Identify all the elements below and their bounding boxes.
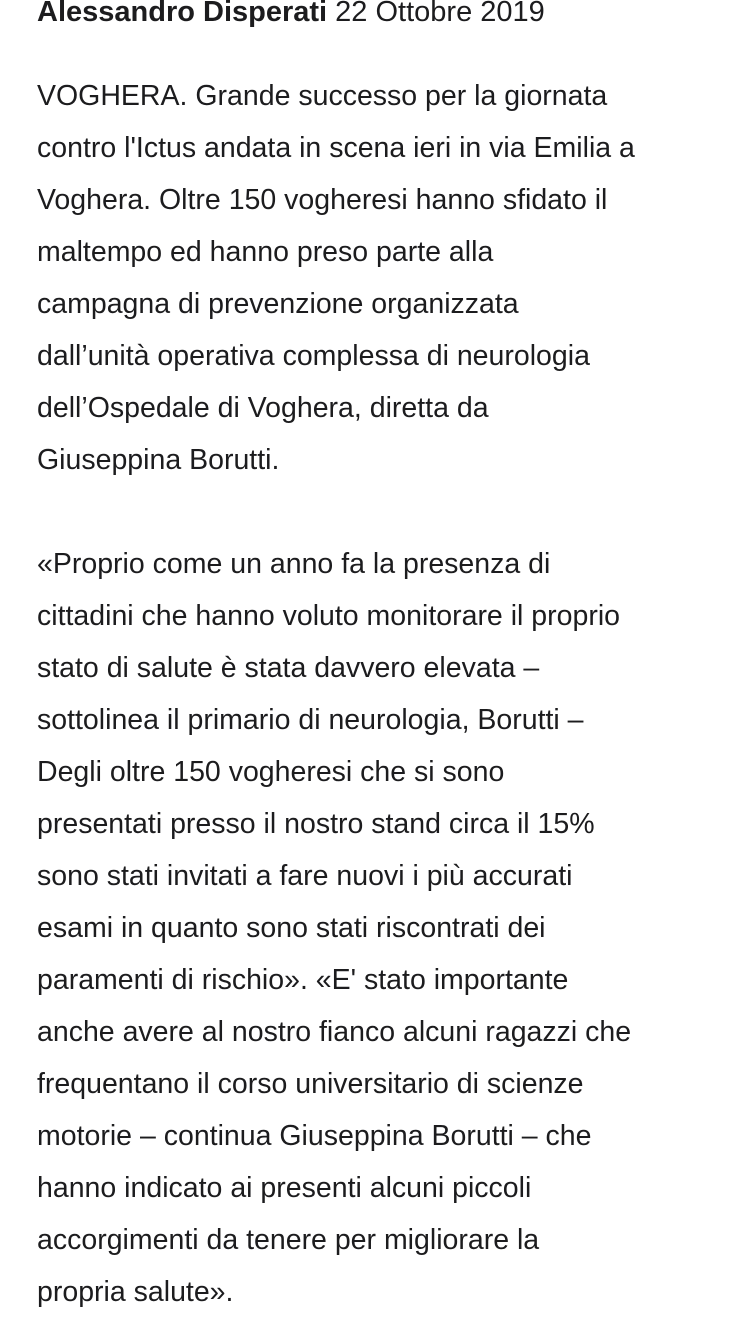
paragraph-line: maltempo ed hanno preso parte alla xyxy=(37,236,494,268)
article-body xyxy=(37,70,727,1318)
paragraph-line: contro l'Ictus andata in scena ieri in via Emilia a xyxy=(37,132,635,164)
paragraph-line: paramenti di rischio». «E' stato importante xyxy=(37,964,569,996)
paragraph-line: campagna di prevenzione organizzata xyxy=(37,288,519,320)
paragraph-line: motorie – continua Giuseppina Borutti – che xyxy=(37,1120,592,1152)
publish-date: 22 Ottobre 2019 xyxy=(335,0,545,28)
paragraph-line: propria salute». xyxy=(37,1276,234,1308)
paragraph-line: esami in quanto sono stati riscontrati dei xyxy=(37,912,546,944)
paragraph-line: «Proprio come un anno fa la presenza di xyxy=(37,548,551,580)
paragraph-line: anche avere al nostro fianco alcuni ragazzi che xyxy=(37,1016,632,1048)
paragraph-line: accorgimenti da tenere per migliorare la xyxy=(37,1224,540,1256)
paragraph-line: sottolinea il primario di neurologia, Borutti – xyxy=(37,704,584,736)
paragraph-line: frequentano il corso universitario di scienze xyxy=(37,1068,584,1100)
article-byline xyxy=(37,0,545,34)
paragraph-line: hanno indicato ai presenti alcuni piccoli xyxy=(37,1172,532,1204)
paragraph-line: stato di salute è stata davvero elevata – xyxy=(37,652,540,684)
paragraph-line: dall’unità operativa complessa di neurologia xyxy=(37,340,590,372)
paragraph-line: Degli oltre 150 vogheresi che si sono xyxy=(37,756,505,788)
author-name: Alessandro Disperati xyxy=(37,0,328,28)
article-paragraph-2 xyxy=(37,538,727,1318)
paragraph-line: presentati presso il nostro stand circa il 15% xyxy=(37,808,595,840)
paragraph-line: Giuseppina Borutti. xyxy=(37,444,280,476)
paragraph-line: Voghera. Oltre 150 vogheresi hanno sfidato il xyxy=(37,184,608,216)
paragraph-line: dell’Ospedale di Voghera, diretta da xyxy=(37,392,489,424)
paragraph-line: sono stati invitati a fare nuovi i più accurati xyxy=(37,860,573,892)
article-paragraph-1 xyxy=(37,70,727,486)
paragraph-line: cittadini che hanno voluto monitorare il proprio xyxy=(37,600,620,632)
paragraph-line: VOGHERA. Grande successo per la giornata xyxy=(37,80,608,112)
